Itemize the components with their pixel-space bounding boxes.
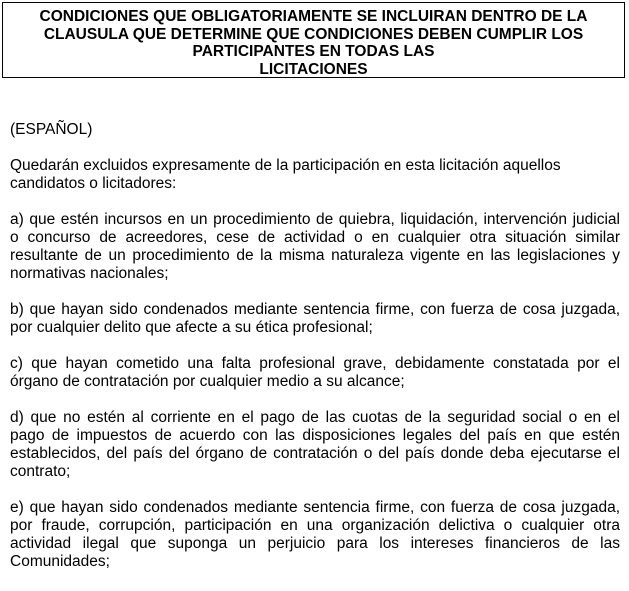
document-body [10,121,620,571]
text-line: contrato; [10,463,71,480]
title-line: PARTICIPANTES EN TODAS LAS [192,43,435,60]
condition-item-a [10,211,620,283]
condition-item-b [10,301,620,337]
title-line: LICITACIONES [259,60,368,78]
text-line: por fraude, corrupción, participación en una organización delictiva o cualquier otra [10,517,620,534]
text-line: Quedarán excluidos expresamente de la participación en esta licitación aquellos [10,157,561,174]
text-line: actividad ilegal que suponga un perjuicio para los intereses financieros de las [10,535,620,552]
intro-paragraph [10,157,620,193]
language-label [10,121,620,139]
condition-item-d [10,409,620,481]
text-line: o concurso de acreedores, cese de actividad o en cualquier otra situación similar [10,229,620,246]
text-line: b) que hayan sido condenados mediante sentencia firme, con fuerza de cosa juzgada, [10,301,620,318]
condition-item-e [10,499,620,571]
title-line: CONDICIONES QUE OBLIGATORIAMENTE SE INCLUIRAN DENTRO DE LA [39,8,588,25]
text-line: a) que estén incursos en un procedimiento de quiebra, liquidación, intervención judicial [10,211,620,228]
text-line: d) que no estén al corriente en el pago de las cuotas de la seguridad social o en el [10,409,620,426]
text-line: por cualquier delito que afecte a su ética profesional; [10,319,373,336]
text-line: Comunidades; [10,553,110,570]
text-line: (ESPAÑOL) [10,121,93,138]
text-line: órgano de contratación por cualquier medio a su alcance; [10,373,405,390]
text-line: establecidos, del país del órgano de contratación o del país donde deba ejecutarse el [10,445,620,462]
text-line: candidatos o licitadores: [10,175,177,192]
text-line: normativas nacionales; [10,265,169,282]
text-line: c) que hayan cometido una falta profesional grave, debidamente constatada por el [10,355,620,372]
title-box [2,2,625,78]
text-line: pago de impuestos de acuerdo con las disposiciones legales del país en que estén [10,427,620,444]
title-line: CLAUSULA QUE DETERMINE QUE CONDICIONES DEBEN CUMPLIR LOS [43,25,584,43]
condition-item-c [10,355,620,391]
text-line: e) que hayan sido condenados mediante sentencia firme, con fuerza de cosa juzgada, [10,499,620,516]
text-line: resultante de un procedimiento de la misma naturaleza vigente en las legislaciones y [10,247,620,264]
